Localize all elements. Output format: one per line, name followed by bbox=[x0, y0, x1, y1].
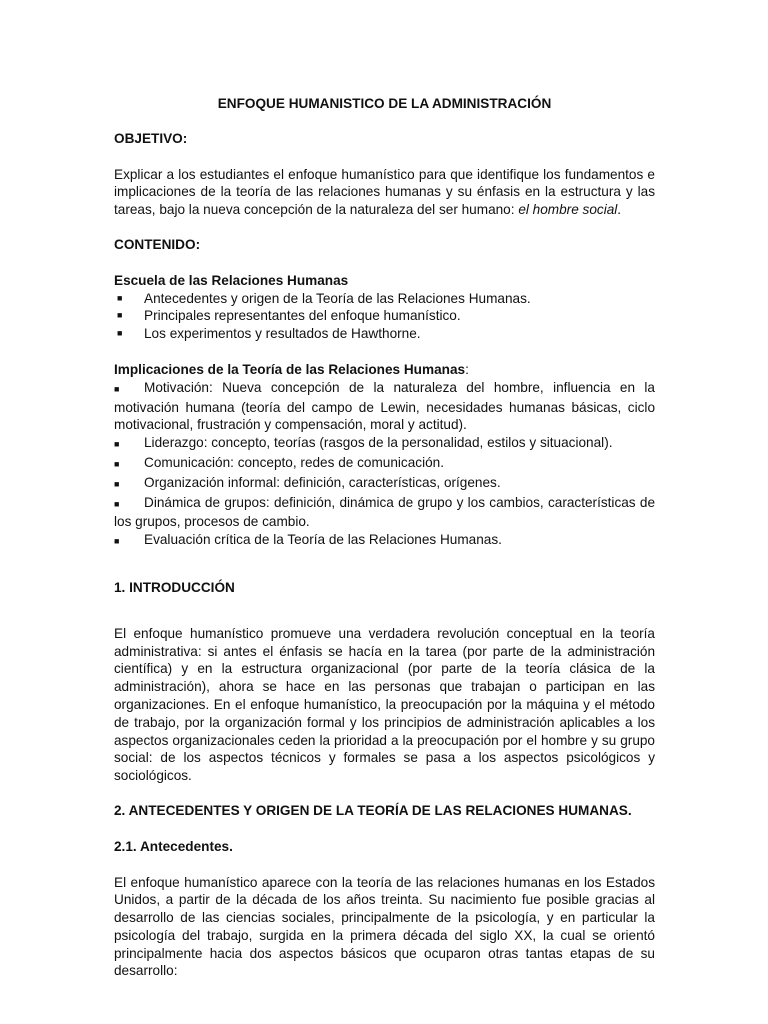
bullet-icon: ■ bbox=[114, 478, 120, 489]
list-item bbox=[114, 494, 655, 532]
list-item-text: Principales representantes del enfoque humanístico. bbox=[144, 308, 461, 324]
bullet-icon: ■ bbox=[117, 292, 123, 303]
bullet-icon: ■ bbox=[117, 328, 123, 339]
intro-paragraph: El enfoque humanístico promueve una verdadera revolución conceptual en la teoría administrativa: si antes el énfasis se hacía en la tarea (por parte de la administración científica) y en la estructura organizacional (por parte de la teoría clásica de la administración), ahora se hace en las personas que trabajan o participan en las organizaciones. En el enfoque humanístico, la preocupación por la máquina y el método de trabajo, por la organización formal y los principios de administración aplicables a los aspectos organizacionales ceden la prioridad a la preocupación por el hombre y su grupo social: de los aspectos técnicos y formales se pasa a los aspectos psicológicos y sociológicos. bbox=[114, 625, 655, 784]
list-item-text: Motivación: Nueva concepción de la naturaleza del hombre, influencia en la motivación humana (teoría del campo de Lewin, necesidades humanas básicas, ciclo motivacional, frustración y compensación, moral y actitud). bbox=[114, 379, 655, 433]
list-item-text: Dinámica de grupos: definición, dinámica de grupo y los cambios, características de los grupos, procesos de cambio. bbox=[114, 494, 655, 530]
implicaciones-heading: Implicaciones de la Teoría de las Relaciones Humanas bbox=[114, 361, 466, 377]
escuela-heading: Escuela de las Relaciones Humanas bbox=[114, 272, 349, 288]
section21-paragraph: El enfoque humanístico aparece con la teoría de las relaciones humanas en los Estados Unidos, a partir de la década de los años treinta. Su nacimiento fue posible gracias al desarrollo de las ciencias sociales, principalmente de la psicología, y en particular la psicología del trabajo, surgida en la primera década del siglo XX, la cual se orientó principalmente hacia dos aspectos básicos que ocuparon otras tantas etapas de su desarrollo: bbox=[114, 874, 655, 979]
list-item bbox=[114, 454, 655, 474]
list-item-text: Liderazgo: concepto, teorías (rasgos de la personalidad, estilos y situacional). bbox=[144, 435, 613, 451]
section2-heading: 2. ANTECEDENTES Y ORIGEN DE LA TEORÍA DE LAS RELACIONES HUMANAS. bbox=[114, 802, 632, 818]
list-item bbox=[114, 434, 655, 454]
list-item bbox=[114, 379, 655, 434]
objetivo-paragraph bbox=[114, 166, 655, 219]
list-item bbox=[114, 531, 655, 551]
list-item bbox=[114, 325, 655, 343]
list-item bbox=[114, 290, 655, 308]
list-item-text: Evaluación crítica de la Teoría de las Relaciones Humanas. bbox=[144, 532, 502, 548]
bullet-icon: ■ bbox=[114, 383, 120, 394]
objetivo-end: . bbox=[617, 202, 622, 218]
implicaciones-heading-line bbox=[114, 361, 655, 379]
list-item-text: Comunicación: concepto, redes de comunicación. bbox=[144, 454, 444, 470]
list-item bbox=[114, 307, 655, 325]
objetivo-text: Explicar a los estudiantes el enfoque humanístico para que identifique los fundamentos e implicaciones de la teoría de las relaciones humanas y su énfasis en la estructura y las tareas, bajo la nueva concepción de la naturaleza del ser humano: bbox=[114, 166, 655, 218]
section21-heading: 2.1. Antecedentes. bbox=[114, 838, 233, 854]
list-item-text: Antecedentes y origen de la Teoría de las Relaciones Humanas. bbox=[144, 290, 531, 306]
list-item-text: Organización informal: definición, características, orígenes. bbox=[144, 474, 501, 490]
implicaciones-colon: : bbox=[465, 361, 469, 377]
objetivo-italic: el hombre social bbox=[518, 202, 618, 218]
list-item-text: Los experimentos y resultados de Hawthorne. bbox=[144, 326, 421, 342]
bullet-icon: ■ bbox=[114, 536, 120, 547]
contenido-heading: CONTENIDO: bbox=[114, 236, 201, 252]
implicaciones-list bbox=[114, 379, 655, 551]
escuela-list bbox=[114, 290, 655, 343]
bullet-icon: ■ bbox=[117, 310, 123, 321]
bullet-icon: ■ bbox=[114, 458, 120, 469]
bullet-icon: ■ bbox=[114, 439, 120, 450]
intro-heading: 1. INTRODUCCIÓN bbox=[114, 579, 235, 595]
bullet-icon: ■ bbox=[114, 498, 120, 509]
document-title: ENFOQUE HUMANISTICO DE LA ADMINISTRACIÓN bbox=[217, 96, 552, 111]
list-item bbox=[114, 474, 655, 494]
objetivo-heading: OBJETIVO: bbox=[114, 130, 188, 146]
